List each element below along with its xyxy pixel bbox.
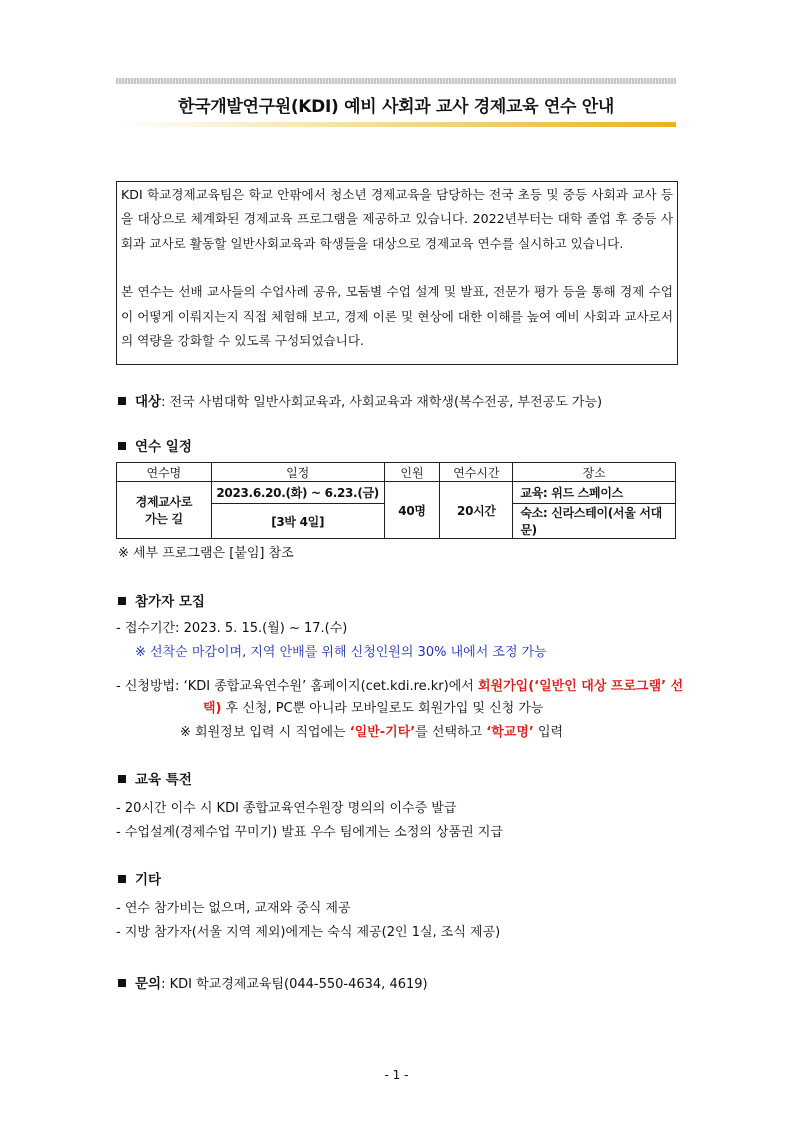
table-header-cell: 일정: [211, 463, 384, 482]
square-bullet-icon: [118, 597, 126, 605]
contact-text: : KDI 학교경제교육팀(044-550-4634, 4619): [161, 977, 428, 992]
list-item: - 20시간 이수 시 KDI 종합교육연수원장 명의의 이수증 발급: [116, 801, 457, 816]
table-header-cell: 연수시간: [440, 463, 513, 482]
benefits-section-heading: [118, 768, 192, 788]
benefits-heading: 교육 특전: [135, 772, 192, 788]
list-item: - 지방 참가자(서울 지역 제외)에게는 숙식 제공(2인 1실, 조식 제공): [116, 925, 501, 940]
square-bullet-icon: [118, 775, 126, 783]
list-item: - 수업설계(경제수업 꾸미기) 발표 우수 팀에게는 소정의 상품권 지급: [116, 825, 503, 840]
table-header-cell: 장소: [513, 463, 676, 482]
page-number: - 1 -: [384, 1068, 409, 1082]
recruit-heading: 참가자 모집: [135, 594, 205, 610]
place-cell: 교육: 위드 스페이스: [513, 482, 676, 504]
lodging-cell: 숙소: 신라스테이(서울 서대문): [513, 504, 676, 539]
schedule-table: [116, 462, 676, 539]
target-label: 대상: [135, 394, 162, 410]
recruit-period-note: ※ 선착순 마감이며, 지역 안배를 위해 신청인원의 30% 내에서 조정 가능: [135, 645, 547, 660]
people-cell: 40명: [384, 482, 440, 539]
table-header-row: [117, 463, 676, 482]
schedule-section-heading: [118, 435, 192, 455]
program-name-line: 가는 길: [145, 512, 183, 526]
contact-label: 문의: [135, 976, 162, 992]
square-bullet-icon: [118, 875, 126, 883]
title-bottom-rule: [116, 122, 676, 127]
intro-paragraph-2: 본 연수는 선배 교사들의 수업사례 공유, 모둠별 수업 설계 및 발표, 전문가 평가 등을 통해 경제 수업이 어떻게 이뤄지는지 직접 체험해 보고, 경제 이론 및 현상에 대한 이해를 높여 예비 사회과 교사로서의 역량을 강화할 수 있도록 구성되었습니다.: [121, 284, 673, 349]
date-duration-cell: [3박 4일]: [211, 504, 384, 539]
recruit-method: [116, 675, 684, 694]
table-header-cell: 인원: [384, 463, 440, 482]
schedule-note: ※ 세부 프로그램은 [붙임] 참조: [118, 546, 294, 561]
method-suffix: 후 신청, PC뿐 아니라 모바일로도 회원가입 및 신청 가능: [221, 701, 544, 716]
document-title: 한국개발연구원(KDI) 예비 사회과 교사 경제교육 연수 안내: [177, 97, 615, 117]
program-name-line: 경제교사로: [135, 495, 193, 509]
intro-box: [116, 181, 678, 365]
schedule-heading: 연수 일정: [135, 439, 192, 455]
table-row: [117, 482, 676, 504]
contact-section: [118, 972, 428, 992]
intro-paragraph-1: KDI 학교경제교육팀은 학교 안팎에서 청소년 경제교육을 담당하는 전국 초등 및 중등 사회과 교사 등을 대상으로 체계화된 경제교육 프로그램을 제공하고 있습니다. 2022년부터는 대학 졸업 후 중등 사회과 교사로 활동할 일반사회교육과 학생들을 대상으로 경제교육 연수를 실시하고 있습니다.: [121, 187, 673, 251]
member-note-mid: 를 선택하고: [415, 725, 487, 740]
date-cell: 2023.6.20.(화) ~ 6.23.(금): [211, 482, 384, 504]
table-header-cell: 연수명: [117, 463, 212, 482]
hours-cell: 20시간: [440, 482, 513, 539]
program-name-cell: [117, 482, 212, 539]
method-highlight-cont: 택): [203, 701, 222, 716]
target-section: [118, 390, 602, 410]
document-title-block: [116, 78, 676, 130]
recruit-period: - 접수기간: 2023. 5. 15.(월) ~ 17.(수): [116, 621, 348, 636]
member-note-highlight: ‘학교명’: [486, 725, 534, 740]
square-bullet-icon: [118, 442, 126, 450]
recruit-method-cont: [203, 697, 543, 716]
method-prefix: - 신청방법: ‘KDI 종합교육연수원’ 홈페이지(cet.kdi.re.kr)에서: [116, 679, 478, 694]
member-note-prefix: ※ 회원정보 입력 시 직업에는: [180, 725, 350, 740]
member-note-suffix: 입력: [533, 725, 564, 740]
etc-heading: 기타: [135, 872, 162, 888]
etc-section-heading: [118, 868, 161, 888]
square-bullet-icon: [118, 397, 126, 405]
recruit-section-heading: [118, 590, 205, 610]
method-highlight: 회원가입(‘일반인 대상 프로그램’ 선: [477, 679, 684, 694]
title-top-rule: [116, 78, 676, 84]
square-bullet-icon: [118, 979, 126, 987]
list-item: - 연수 참가비는 없으며, 교재와 중식 제공: [116, 901, 351, 916]
member-note-highlight: ‘일반-기타’: [349, 725, 416, 740]
recruit-member-note: [180, 721, 563, 740]
target-text: : 전국 사범대학 일반사회교육과, 사회교육과 재학생(복수전공, 부전공도 가능): [161, 395, 603, 410]
